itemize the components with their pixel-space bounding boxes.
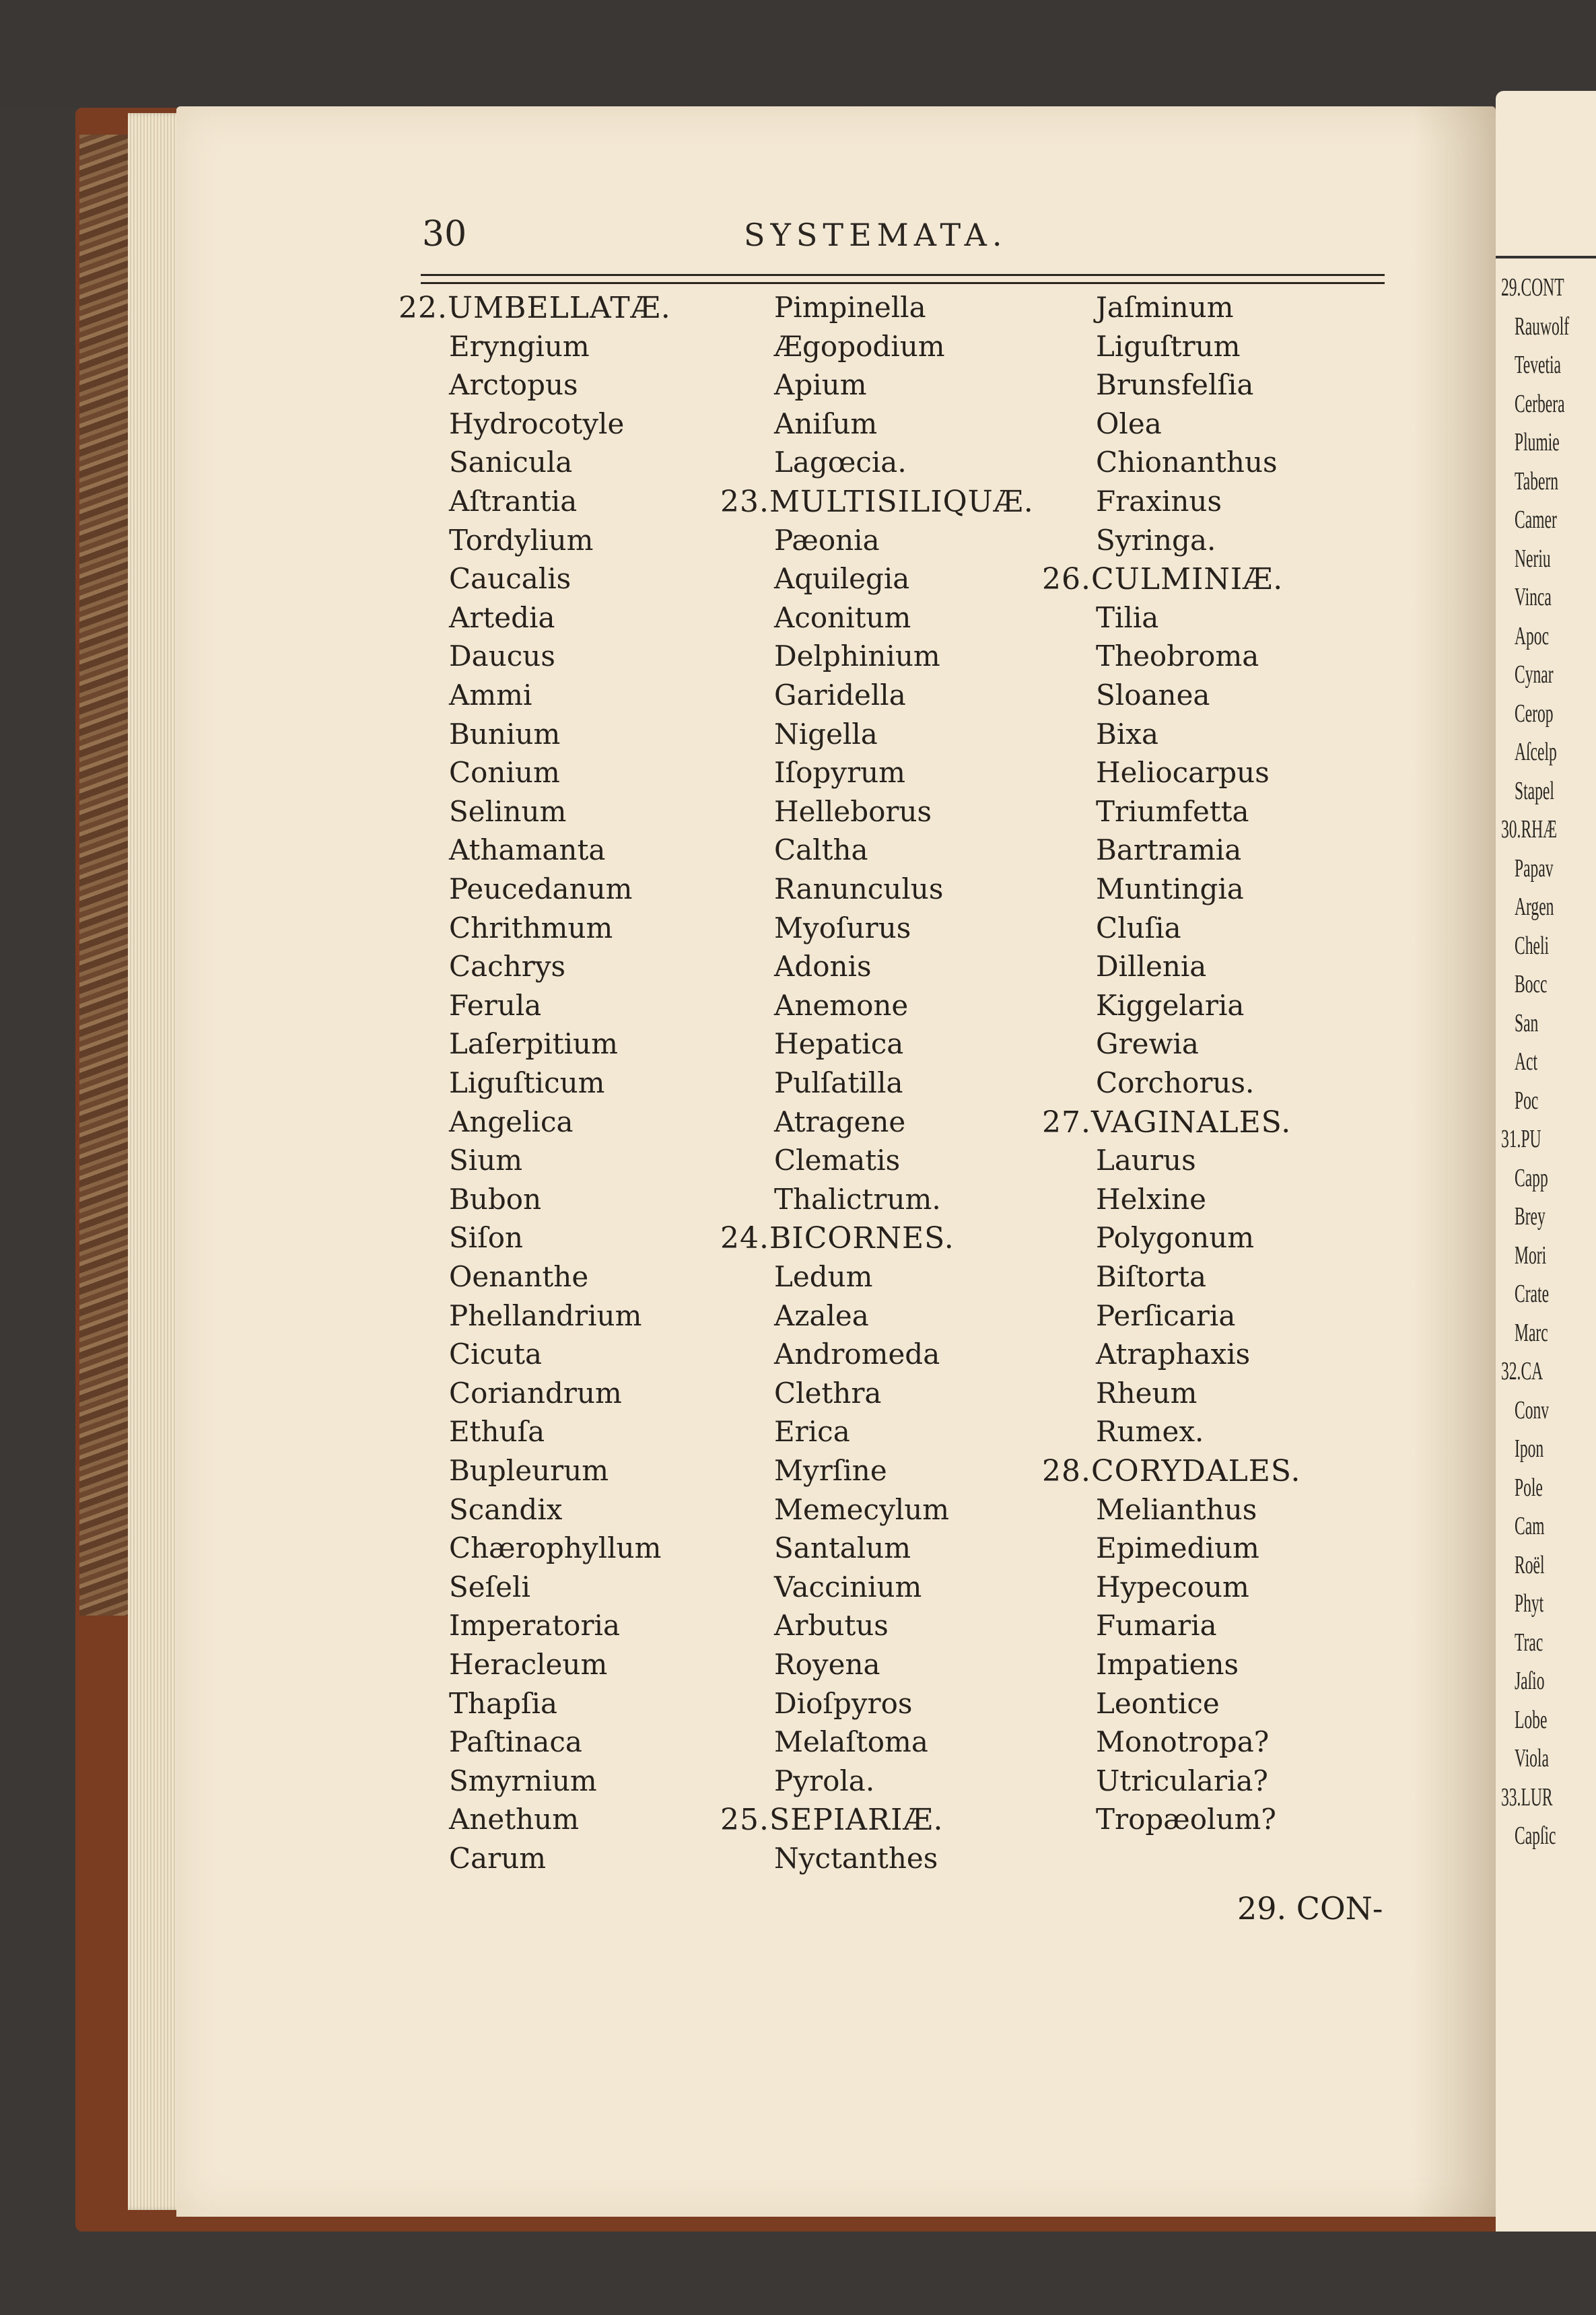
genus-name: Memecylum bbox=[774, 1492, 950, 1526]
facing-page-entry: Pole bbox=[1515, 1473, 1543, 1502]
genus-name: Artedia bbox=[449, 600, 555, 634]
genus-name: Daucus bbox=[449, 640, 555, 673]
facing-page-entry: 31.PU bbox=[1501, 1125, 1541, 1153]
facing-page-entry: Cheli bbox=[1515, 931, 1550, 960]
genus-name: Cluſia bbox=[1096, 911, 1181, 944]
facing-page-entry: Camer bbox=[1515, 506, 1557, 534]
facing-page-entry: 30.RHÆ bbox=[1501, 815, 1558, 843]
genus-name: Eryngium bbox=[449, 329, 590, 363]
facing-page-entry: Marc bbox=[1515, 1318, 1548, 1347]
facing-page-entry: Trac bbox=[1515, 1628, 1543, 1657]
facing-page-entry: 29.CONT bbox=[1501, 273, 1564, 302]
genus-name: Tropæolum? bbox=[1096, 1803, 1276, 1836]
genus-name: Aniſum bbox=[774, 407, 878, 440]
genus-name: Imperatoria bbox=[449, 1609, 620, 1643]
genus-name: Carum bbox=[449, 1842, 547, 1875]
genus-name: Fumaria bbox=[1096, 1609, 1217, 1643]
genus-name: Phellandrium bbox=[449, 1299, 642, 1332]
facing-page-entry: Cam bbox=[1515, 1512, 1545, 1540]
facing-page-entry: Tevetia bbox=[1515, 351, 1561, 379]
facing-page-entry: Ipon bbox=[1515, 1435, 1544, 1463]
genus-name: Aquilegia bbox=[774, 562, 910, 596]
genus-name: Pæonia bbox=[774, 523, 880, 557]
genus-name: Hepatica bbox=[774, 1027, 904, 1061]
genus-name: Athamanta bbox=[449, 833, 606, 867]
genus-name: Kiggelaria bbox=[1096, 988, 1245, 1022]
section-heading: 28.CORYDALES. bbox=[1042, 1454, 1301, 1488]
genus-name: Santalum bbox=[774, 1531, 911, 1565]
genus-name: Tilia bbox=[1096, 600, 1159, 634]
genus-name: Heracleum bbox=[449, 1648, 608, 1681]
genus-name: Hypecoum bbox=[1096, 1570, 1249, 1603]
facing-page-entry: Plumie bbox=[1515, 428, 1560, 456]
genus-name: Helxine bbox=[1096, 1182, 1206, 1216]
genus-name: Aſtrantia bbox=[449, 485, 578, 518]
genus-name: Tordylium bbox=[449, 523, 594, 557]
genus-name: Sium bbox=[449, 1144, 523, 1177]
section-heading: 26.CULMINIÆ. bbox=[1042, 562, 1284, 597]
genus-name: Nyctanthes bbox=[774, 1842, 938, 1875]
genus-name: Liguſtrum bbox=[1096, 329, 1241, 363]
genus-name: Coriandrum bbox=[449, 1376, 622, 1410]
facing-page-entry: 33.LUR bbox=[1501, 1783, 1553, 1811]
section-heading: 24.BICORNES. bbox=[720, 1221, 955, 1256]
facing-page-entry: Aſcelp bbox=[1515, 738, 1557, 766]
genus-name: Ledum bbox=[774, 1260, 873, 1293]
facing-page-entry: Cynar bbox=[1515, 660, 1554, 689]
genus-name: Heliocarpus bbox=[1096, 756, 1270, 790]
genus-name: Chærophyllum bbox=[449, 1531, 662, 1565]
genus-name: Iſopyrum bbox=[774, 756, 905, 790]
genus-name: Delphinium bbox=[774, 640, 940, 673]
genus-name: Helleborus bbox=[774, 794, 932, 828]
facing-page-entry: Tabern bbox=[1515, 467, 1559, 495]
facing-page-entry: Rauwolf bbox=[1515, 312, 1570, 341]
genus-name: Clematis bbox=[774, 1144, 901, 1177]
facing-page-entry: Argen bbox=[1515, 893, 1554, 921]
genus-name: Myoſurus bbox=[774, 911, 911, 944]
genus-name: Hydrocotyle bbox=[449, 407, 625, 440]
facing-page-rule bbox=[1496, 256, 1596, 258]
genus-name: Erica bbox=[774, 1415, 850, 1449]
facing-page bbox=[1496, 91, 1596, 2232]
facing-page-entry: Viola bbox=[1515, 1744, 1549, 1772]
marbled-board bbox=[79, 135, 133, 1616]
genus-name: Thapſia bbox=[449, 1686, 558, 1720]
facing-page-entry: Papav bbox=[1515, 854, 1554, 883]
facing-page-entry: Lobe bbox=[1515, 1705, 1548, 1734]
facing-page-entry: Poc bbox=[1515, 1086, 1539, 1115]
genus-name: Anemone bbox=[774, 988, 909, 1022]
genus-name: Aconitum bbox=[774, 600, 911, 634]
facing-page-entry: Stapel bbox=[1515, 776, 1554, 805]
facing-page-entry: Phyt bbox=[1515, 1589, 1544, 1618]
genus-name: Apium bbox=[774, 368, 867, 402]
genus-name: Biſtorta bbox=[1096, 1260, 1207, 1293]
genus-name: Chionanthus bbox=[1096, 446, 1278, 479]
genus-name: Grewia bbox=[1096, 1027, 1199, 1061]
genus-name: Ægopodium bbox=[774, 329, 945, 363]
genus-name: Arbutus bbox=[774, 1609, 889, 1643]
facing-page-entry: Cerop bbox=[1515, 699, 1554, 728]
genus-name: Peucedanum bbox=[449, 872, 633, 905]
genus-name: Arctopus bbox=[449, 368, 578, 402]
gutter-shadow bbox=[1414, 106, 1496, 2217]
facing-page-entry: Bocc bbox=[1515, 970, 1548, 998]
genus-name: Leontice bbox=[1096, 1686, 1220, 1720]
facing-page-entry: Cerbera bbox=[1515, 389, 1565, 418]
facing-page-entry: Brey bbox=[1515, 1202, 1546, 1231]
genus-name: Sanicula bbox=[449, 446, 573, 479]
genus-name: Bunium bbox=[449, 717, 561, 751]
section-heading: 22.UMBELLATÆ. bbox=[398, 291, 671, 325]
genus-name: Atraphaxis bbox=[1096, 1338, 1251, 1371]
genus-name: Fraxinus bbox=[1096, 485, 1222, 518]
genus-name: Siſon bbox=[449, 1221, 524, 1255]
genus-name: Pimpinella bbox=[774, 291, 926, 324]
section-heading: 25.SEPIARIÆ. bbox=[720, 1803, 944, 1838]
genus-name: Melaſtoma bbox=[774, 1725, 928, 1759]
genus-name: Impatiens bbox=[1096, 1648, 1239, 1681]
genus-name: Dioſpyros bbox=[774, 1686, 913, 1720]
genus-name: Dillenia bbox=[1096, 950, 1207, 983]
facing-page-entry: Capſic bbox=[1515, 1822, 1556, 1850]
genus-name: Royena bbox=[774, 1648, 880, 1681]
genus-name: Bubon bbox=[449, 1182, 542, 1216]
facing-page-entry: Conv bbox=[1515, 1395, 1550, 1424]
genus-name: Bixa bbox=[1096, 717, 1159, 751]
genus-name: Azalea bbox=[774, 1299, 869, 1332]
facing-page-entry: Jaſio bbox=[1515, 1667, 1545, 1695]
genus-name: Nigella bbox=[774, 717, 878, 751]
genus-name: Smyrnium bbox=[449, 1764, 597, 1797]
genus-name: Selinum bbox=[449, 794, 567, 828]
genus-name: Ranunculus bbox=[774, 872, 944, 905]
page-number: 30 bbox=[422, 214, 467, 254]
background bbox=[0, 0, 1596, 108]
genus-name: Caucalis bbox=[449, 562, 571, 596]
genus-name: Utricularia? bbox=[1096, 1764, 1268, 1797]
genus-name: Liguſticum bbox=[449, 1066, 605, 1099]
genus-name: Ammi bbox=[449, 679, 532, 712]
genus-name: Sloanea bbox=[1096, 679, 1210, 712]
genus-name: Ferula bbox=[449, 988, 542, 1022]
facing-page-entry: Act bbox=[1515, 1047, 1538, 1076]
genus-name: Theobroma bbox=[1096, 640, 1259, 673]
genus-name: Garidella bbox=[774, 679, 906, 712]
genus-name: Syringa. bbox=[1096, 523, 1216, 557]
running-head-title: SYSTEMATA. bbox=[744, 217, 1008, 253]
facing-page-entry: 32.CA bbox=[1501, 1357, 1543, 1385]
genus-name: Lagœcia. bbox=[774, 446, 907, 479]
genus-name: Jaſminum bbox=[1096, 291, 1234, 324]
genus-name: Conium bbox=[449, 756, 560, 790]
genus-name: Oenanthe bbox=[449, 1260, 589, 1293]
genus-name: Triumfetta bbox=[1096, 794, 1249, 828]
genus-name: Ethuſa bbox=[449, 1415, 545, 1449]
header-rule bbox=[421, 274, 1385, 284]
facing-page-entry: Capp bbox=[1515, 1163, 1548, 1192]
genus-name: Thalictrum. bbox=[774, 1182, 941, 1216]
genus-name: Angelica bbox=[449, 1105, 574, 1138]
genus-name: Cicuta bbox=[449, 1338, 543, 1371]
genus-name: Caltha bbox=[774, 833, 868, 867]
genus-name: Paſtinaca bbox=[449, 1725, 582, 1759]
section-heading: 23.MULTISILIQUÆ. bbox=[720, 485, 1034, 519]
genus-name: Brunsfelſia bbox=[1096, 368, 1254, 402]
genus-name: Epimedium bbox=[1096, 1531, 1259, 1565]
genus-name: Clethra bbox=[774, 1376, 882, 1410]
genus-name: Polygonum bbox=[1096, 1221, 1255, 1255]
genus-name: Pulſatilla bbox=[774, 1066, 903, 1099]
facing-page-entry: Roël bbox=[1515, 1550, 1545, 1579]
genus-name: Adonis bbox=[774, 950, 872, 983]
facing-page-entry: Crate bbox=[1515, 1280, 1550, 1308]
genus-name: Monotropa? bbox=[1096, 1725, 1270, 1759]
genus-name: Rumex. bbox=[1096, 1415, 1204, 1449]
facing-page-entry: Neriu bbox=[1515, 544, 1551, 573]
genus-name: Scandix bbox=[449, 1492, 563, 1526]
section-heading: 27.VAGINALES. bbox=[1042, 1105, 1292, 1140]
facing-page-entry: San bbox=[1515, 1008, 1539, 1037]
catchword: 29. CON- bbox=[1237, 1890, 1383, 1927]
genus-name: Corchorus. bbox=[1096, 1066, 1255, 1099]
genus-name: Bupleurum bbox=[449, 1454, 609, 1487]
genus-name: Laſerpitium bbox=[449, 1027, 618, 1061]
facing-page-entry: Mori bbox=[1515, 1241, 1547, 1270]
genus-name: Anethum bbox=[449, 1803, 580, 1836]
facing-page-entry: Vinca bbox=[1515, 583, 1552, 611]
genus-name: Andromeda bbox=[774, 1338, 940, 1371]
facing-page-entry: Apoc bbox=[1515, 621, 1550, 650]
genus-name: Atragene bbox=[774, 1105, 906, 1138]
genus-name: Pyrola. bbox=[774, 1764, 875, 1797]
genus-name: Myrſine bbox=[774, 1454, 887, 1487]
genus-name: Olea bbox=[1096, 407, 1162, 440]
genus-name: Laurus bbox=[1096, 1144, 1196, 1177]
genus-name: Bartramia bbox=[1096, 833, 1242, 867]
genus-name: Chrithmum bbox=[449, 911, 613, 944]
genus-name: Melianthus bbox=[1096, 1492, 1257, 1526]
genus-name: Cachrys bbox=[449, 950, 566, 983]
genus-name: Muntingia bbox=[1096, 872, 1244, 905]
genus-name: Vaccinium bbox=[774, 1570, 922, 1603]
genus-name: Rheum bbox=[1096, 1376, 1198, 1410]
genus-name: Perſicaria bbox=[1096, 1299, 1236, 1332]
genus-name: Seſeli bbox=[449, 1570, 530, 1603]
